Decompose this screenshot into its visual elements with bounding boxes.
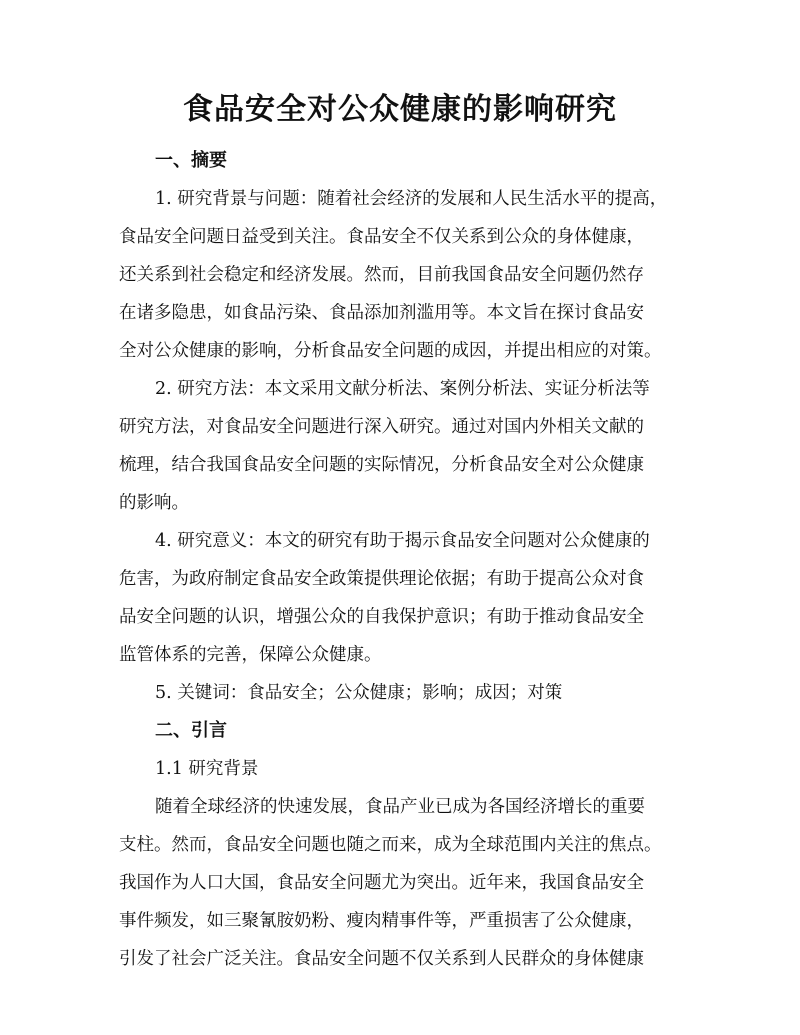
paragraph-line: 监管体系的完善，保障公众健康。 [119, 645, 382, 665]
section-heading-introduction: 二、引言 [155, 720, 227, 741]
document-title: 食品安全对公众健康的影响研究 [183, 92, 617, 127]
paragraph-line: 研究方法，对食品安全问题进行深入研究。通过对国内外相关文献的 [119, 417, 644, 437]
paragraph-line: 在诸多隐患，如食品污染、食品添加剂滥用等。本文旨在探讨食品安 [119, 303, 644, 323]
paragraph-line: 我国作为人口大国，食品安全问题尤为突出。近年来，我国食品安全 [119, 873, 644, 893]
paragraph-line: 全对公众健康的影响，分析食品安全问题的成因，并提出相应的对策。 [119, 341, 662, 361]
paragraph-line: 随着全球经济的快速发展，食品产业已成为各国经济增长的重要 [155, 797, 645, 817]
paragraph-line: 支柱。然而，食品安全问题也随之而来，成为全球范围内关注的焦点。 [119, 835, 662, 855]
paragraph-keywords [119, 674, 691, 712]
paragraph-research-background [119, 180, 691, 370]
paragraph-line: 事件频发，如三聚氰胺奶粉、瘦肉精事件等，严重损害了公众健康， [119, 911, 644, 931]
paragraph-line: 2. 研究方法：本文采用文献分析法、案例分析法、实证分析法等 [155, 379, 650, 399]
paragraph-research-method [119, 370, 691, 522]
paragraph-line: 4. 研究意义：本文的研究有助于揭示食品安全问题对公众健康的 [155, 531, 650, 551]
paragraph-line: 危害，为政府制定食品安全政策提供理论依据；有助于提高公众对食 [119, 569, 644, 589]
section-heading-abstract: 一、摘要 [155, 150, 227, 171]
paragraph-line: 5. 关键词：食品安全；公众健康；影响；成因；对策 [155, 683, 563, 703]
paragraph-line: 梳理，结合我国食品安全问题的实际情况，分析食品安全对公众健康 [119, 455, 644, 475]
paragraph-line: 品安全问题的认识，增强公众的自我保护意识；有助于推动食品安全 [119, 607, 644, 627]
paragraph-line: 食品安全问题日益受到关注。食品安全不仅关系到公众的身体健康， [119, 227, 644, 247]
paragraph-line: 1. 研究背景与问题：随着社会经济的发展和人民生活水平的提高， [155, 189, 668, 209]
subsection-heading-background: 1.1 研究背景 [155, 759, 259, 779]
document-body [119, 142, 691, 978]
paragraph-line: 的影响。 [119, 493, 189, 513]
paragraph-line: 引发了社会广泛关注。食品安全问题不仅关系到人民群众的身体健康 [119, 949, 644, 969]
paragraph-research-significance [119, 522, 691, 674]
paragraph-intro-background [119, 788, 691, 978]
paragraph-line: 还关系到社会稳定和经济发展。然而，目前我国食品安全问题仍然存 [119, 265, 644, 285]
